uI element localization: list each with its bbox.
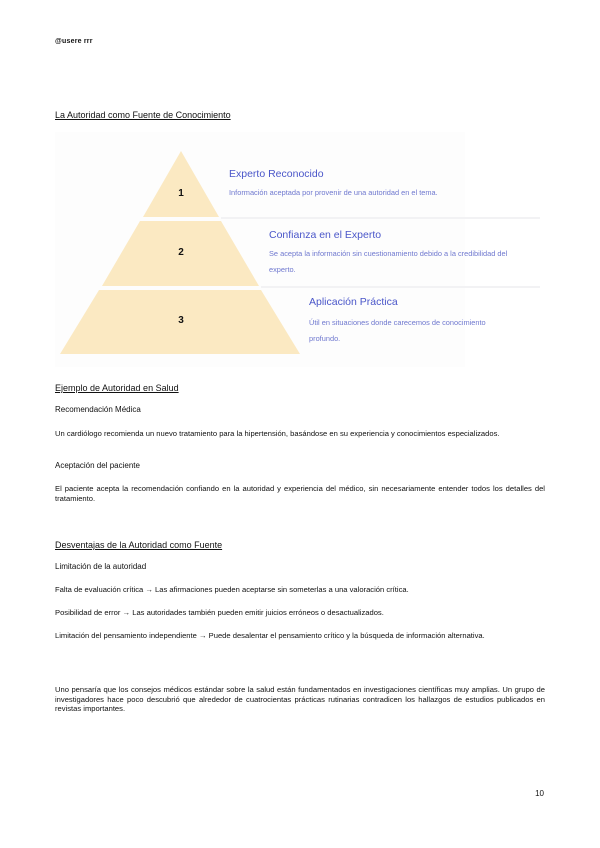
paragraph-aceptacion: El paciente acepta la recomendación confiando en la autoridad y experiencia del médico, sin necesariamente entender todos los detalles del tratamiento. [55, 484, 545, 503]
paragraph-recomendacion: Un cardiólogo recomienda un nuevo tratamiento para la hipertensión, basándose en su experiencia y conocimientos especializados. [55, 429, 500, 438]
header-mark: @usere rrr [55, 38, 93, 45]
section-title-desventajas: Desventajas de la Autoridad como Fuente [55, 540, 223, 550]
tier-number-1: 1 [178, 188, 184, 199]
tier-desc-2: Se acepta la información sin cuestionamiento debido a la credibilidad del experto. [269, 249, 508, 274]
subheading-recomendacion: Recomendación Médica [55, 405, 141, 414]
tier-title-2: Confianza en el Experto [269, 229, 382, 241]
tier-title-1: Experto Reconocido [229, 168, 324, 180]
subheading-limitacion: Limitación de la autoridad [55, 562, 147, 571]
tier-title-3: Aplicación Práctica [309, 296, 398, 308]
subheading-aceptacion: Aceptación del paciente [55, 461, 140, 470]
list-item-error: Posibilidad de error → Las autoridades también pueden emitir juicios erróneos o desactualizados. [55, 608, 384, 617]
tier-desc-1: Información aceptada por provenir de una autoridad en el tema. [229, 188, 438, 197]
tier-number-3: 3 [178, 315, 184, 326]
page-number: 10 [535, 789, 544, 798]
section-title-ejemplo: Ejemplo de Autoridad en Salud [55, 383, 179, 393]
tier-number-2: 2 [178, 247, 184, 258]
closing-paragraph: Uno pensaría que los consejos médicos estándar sobre la salud están fundamentados en investigaciones científicas muy amplias. Un grupo de investigadores hace poco descubrió que alrededor de cuatrocientas prácticas rutinarias contradicen los hallazgos de estudios publicados en revistas importantes. [55, 685, 545, 714]
list-item-pensamiento: Limitación del pensamiento independiente → Puede desalentar el pensamiento crítico y la búsqueda de información alternativa. [55, 631, 485, 640]
section-title-autoridad: La Autoridad como Fuente de Conocimiento [55, 110, 231, 120]
tier-desc-3: Útil en situaciones donde carecemos de conocimiento profundo. [309, 318, 486, 343]
list-item-evaluacion: Falta de evaluación crítica → Las afirmaciones pueden aceptarse sin someterlas a una valoración crítica. [55, 585, 409, 594]
authority-pyramid [55, 132, 545, 367]
